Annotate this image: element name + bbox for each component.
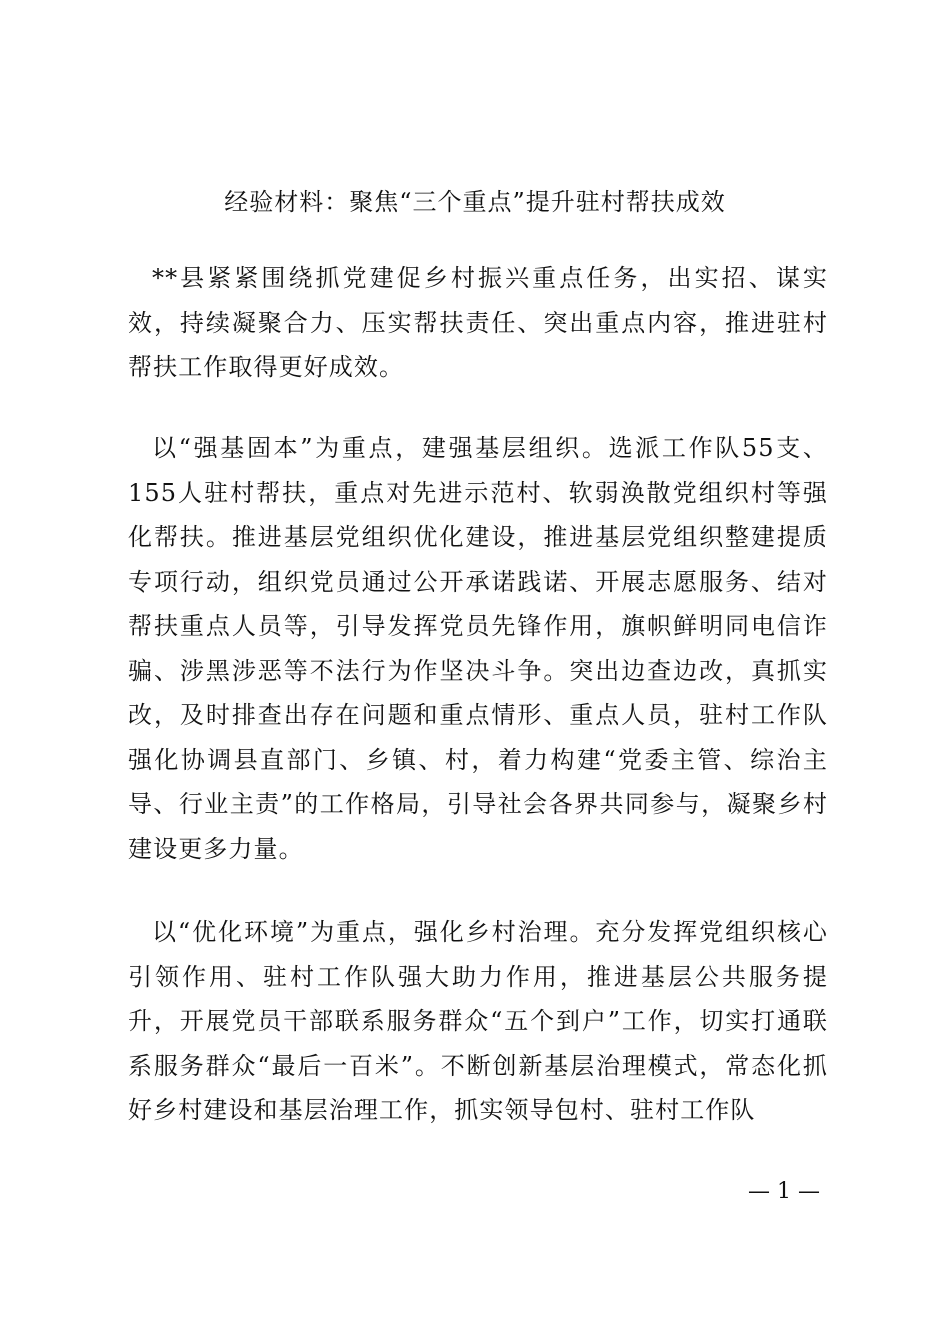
paragraph-strengthen-foundation: 以“强基固本”为重点，建强基层组织。选派工作队55支、155人驻村帮扶，重点对先进示范村、软弱涣散党组织村等强化帮扶。推进基层党组织优化建设，推进基层党组织整建提质专项行动，组织党员通过公开承诺践诺、开展志愿服务、结对帮扶重点人员等，引导发挥党员先锋作用，旗帜鲜明同电信诈骗、涉黑涉恶等不法行为作坚决斗争。突出边查边改，真抓实改，及时排查出存在问题和重点情形、重点人员，驻村工作队强化协调县直部门、乡镇、村，着力构建“党委主管、综治主导、行业主责”的工作格局，引导社会各界共同参与，凝聚乡村建设更多力量。 [128,434,828,863]
paragraph-optimize-environment: 以“优化环境”为重点，强化乡村治理。充分发挥党组织核心引领作用、驻村工作队强大助力作用，推进基层公共服务提升，开展党员干部联系服务群众“五个到户”工作，切实打通联系服务群众“最后一百米”。不断创新基层治理模式，常态化抓好乡村建设和基层治理工作，抓实领导包村、驻村工作队 [128,918,828,1124]
page-number: — 1 — [748,1179,820,1204]
document-title: 经验材料：聚焦“三个重点”提升驻村帮扶成效 [224,188,726,216]
paragraph-intro: **县紧紧围绕抓党建促乡村振兴重点任务，出实招、谋实效，持续凝聚合力、压实帮扶责任、突出重点内容，推进驻村帮扶工作取得更好成效。 [128,264,828,381]
